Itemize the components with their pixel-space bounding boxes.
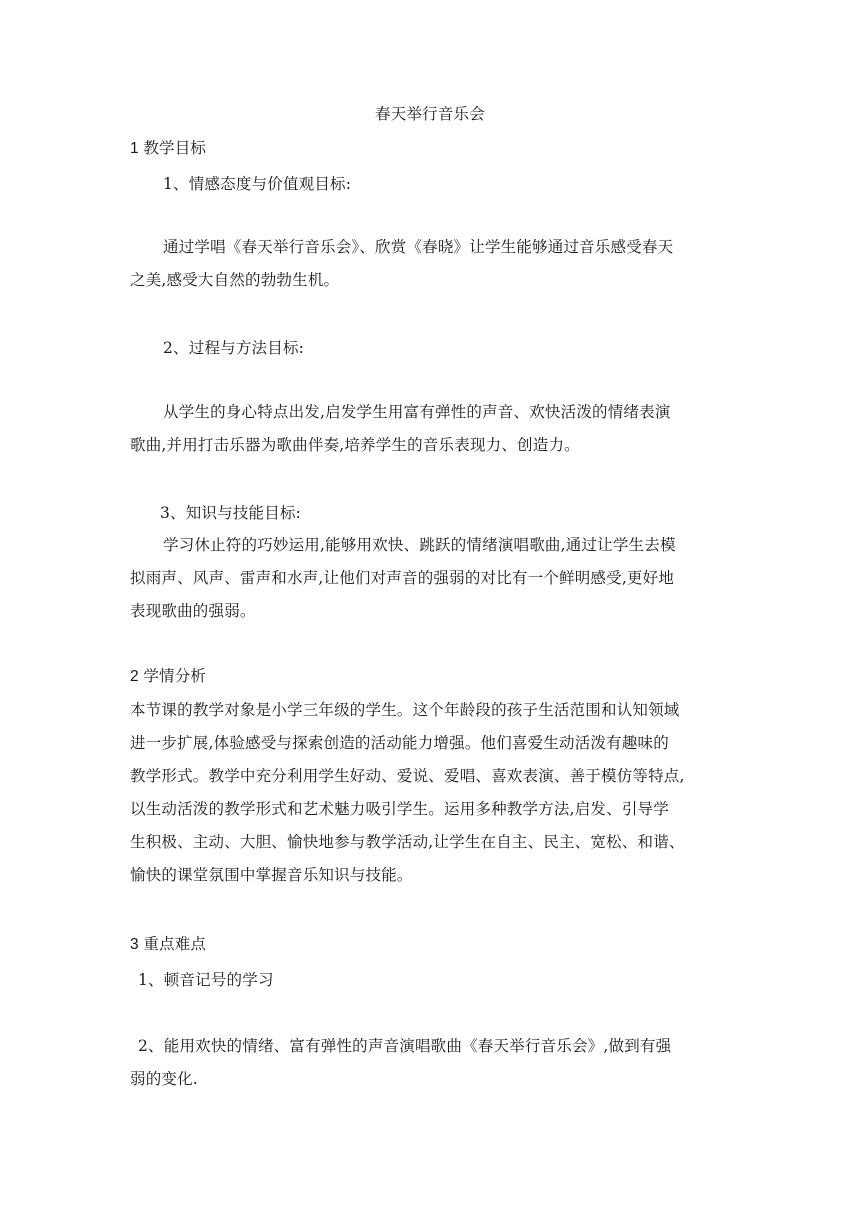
goal3-text-line: 学习休止符的巧妙运用,能够用欢快、跳跃的情绪演唱歌曲,通过让学生去模: [163, 536, 676, 554]
learner-analysis-line: 愉快的课堂氛围中掌握音乐知识与技能。: [130, 866, 413, 884]
section-heading-key-points: 3 重点难点: [130, 936, 207, 953]
section-heading-teaching-goals: 1 教学目标: [130, 140, 207, 157]
goal1-label: 1、情感态度与价值观目标:: [163, 175, 352, 193]
learner-analysis-line: 生积极、主动、大胆、愉快地参与教学活动,让学生在自主、民主、宽松、和谐、: [130, 833, 685, 851]
goal3-label: 3、知识与技能目标:: [160, 504, 302, 522]
goal3-text-line: 表现歌曲的强弱。: [130, 602, 256, 620]
goal2-text-line: 歌曲,并用打击乐器为歌曲伴奏,培养学生的音乐表现力、创造力。: [130, 436, 580, 454]
section-heading-learner-analysis: 2 学情分析: [130, 668, 207, 685]
learner-analysis-line: 以生动活泼的教学形式和艺术魅力吸引学生。运用多种教学方法,启发、引导学: [130, 800, 669, 818]
goal2-text-line: 从学生的身心特点出发,启发学生用富有弹性的声音、欢快活泼的情绪表演: [163, 403, 671, 421]
learner-analysis-line: 本节课的教学对象是小学三年级的学生。这个年龄段的孩子生活范围和认知领域: [130, 701, 680, 719]
goal1-text-line: 之美,感受大自然的勃勃生机。: [130, 271, 340, 289]
document-title: 春天举行音乐会: [375, 105, 485, 123]
learner-analysis-line: 进一步扩展,体验感受与探索创造的活动能力增强。他们喜爱生动活泼有趣味的: [130, 734, 669, 752]
learner-analysis-line: 教学形式。教学中充分利用学生好动、爱说、爱唱、喜欢表演、善于模仿等特点,: [130, 767, 685, 785]
key-point-item: 弱的变化.: [130, 1070, 198, 1088]
key-point-item: 2、能用欢快的情绪、富有弹性的声音演唱歌曲《春天举行音乐会》,做到有强: [138, 1037, 672, 1055]
key-point-item: 1、顿音记号的学习: [138, 971, 274, 989]
goal3-text-line: 拟雨声、风声、雷声和水声,让他们对声音的强弱的对比有一个鲜明感受,更好地: [130, 569, 675, 587]
goal1-text-line: 通过学唱《春天举行音乐会》、欣赏《春晓》让学生能够通过音乐感受春天: [163, 238, 674, 256]
goal2-label: 2、过程与方法目标:: [163, 339, 305, 357]
